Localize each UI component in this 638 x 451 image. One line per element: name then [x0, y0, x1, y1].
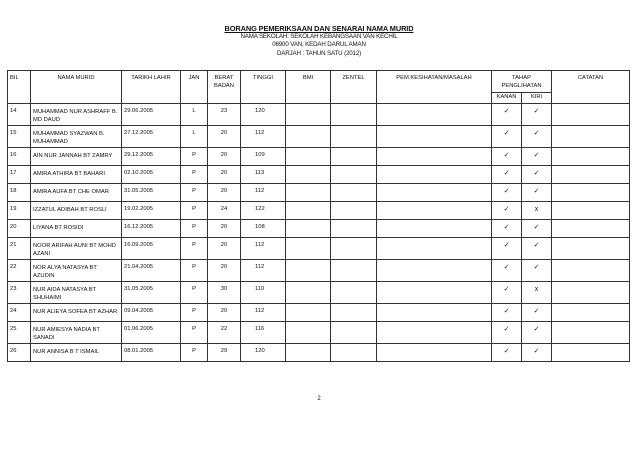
cell-kanan: ✓ [492, 282, 522, 304]
cell-pem-kesihatan [377, 304, 492, 322]
cell-bmi [286, 344, 331, 362]
cell-jantina: P [181, 238, 208, 260]
column-header-bmi: BMI [286, 71, 331, 104]
cell-tarikh-lahir: 29.06.2005 [122, 104, 181, 126]
cell-pem-kesihatan [377, 184, 492, 202]
cell-tinggi: 116 [241, 322, 286, 344]
table-row [8, 322, 630, 344]
cell-nama: NUR AMIESYA NADIA BT SANADI [31, 322, 122, 344]
cell-catatan [552, 104, 630, 126]
table-row [8, 202, 630, 220]
table-row [8, 238, 630, 260]
cell-tarikh-lahir: 09.04.2005 [122, 304, 181, 322]
cell-nama: MUHAMMAD NUR ASHRAFF B. MD DAUD [31, 104, 122, 126]
column-header-tahap: TAHAP PENGLIHATAN [492, 71, 552, 93]
cell-tinggi: 120 [241, 344, 286, 362]
cell-bmi [286, 238, 331, 260]
cell-kiri: ✓ [522, 220, 552, 238]
cell-tarikh-lahir: 16.09.2005 [122, 238, 181, 260]
cell-pem-kesihatan [377, 344, 492, 362]
table-row [8, 304, 630, 322]
cell-jantina: P [181, 260, 208, 282]
cell-kanan: ✓ [492, 202, 522, 220]
cell-tarikh-lahir: 08.01.2005 [122, 344, 181, 362]
cell-jantina: P [181, 304, 208, 322]
cell-kanan: ✓ [492, 260, 522, 282]
cell-nama: NOR ALYA NATASYA BT AZUDIN [31, 260, 122, 282]
cell-kiri: ✓ [522, 104, 552, 126]
cell-tarikh-lahir: 29.12.2005 [122, 148, 181, 166]
cell-zentel [331, 126, 377, 148]
cell-bil: 21 [8, 238, 31, 260]
cell-kiri: ✓ [522, 166, 552, 184]
cell-kanan: ✓ [492, 322, 522, 344]
form-header [0, 24, 638, 58]
cell-berat: 22 [208, 322, 241, 344]
cell-bil: 14 [8, 104, 31, 126]
cell-bmi [286, 322, 331, 344]
cell-pem-kesihatan [377, 322, 492, 344]
cell-jantina: P [181, 202, 208, 220]
cell-zentel [331, 260, 377, 282]
cell-berat: 20 [208, 238, 241, 260]
cell-bil: 25 [8, 322, 31, 344]
cell-tarikh-lahir: 31.05.2005 [122, 184, 181, 202]
cell-bil: 17 [8, 166, 31, 184]
cell-jantina: L [181, 126, 208, 148]
table-row [8, 104, 630, 126]
cell-zentel [331, 220, 377, 238]
cell-tinggi: 112 [241, 126, 286, 148]
cell-berat: 20 [208, 166, 241, 184]
cell-bmi [286, 260, 331, 282]
cell-tarikh-lahir: 02.10.2005 [122, 166, 181, 184]
cell-kiri: ✓ [522, 238, 552, 260]
table-row [8, 220, 630, 238]
cell-bil: 16 [8, 148, 31, 166]
cell-catatan [552, 260, 630, 282]
cell-tinggi: 112 [241, 238, 286, 260]
table-row [8, 126, 630, 148]
column-header-berat: BERAT BADAN [208, 71, 241, 104]
cell-tarikh-lahir: 19.02.2005 [122, 202, 181, 220]
cell-nama: NOOR ARIFAH AUNI BT MOHD AZANI [31, 238, 122, 260]
cell-kiri: x [522, 202, 552, 220]
school-address: 06900 VAN, KEDAH DARUL AMAN [272, 41, 366, 49]
cell-berat: 20 [208, 260, 241, 282]
cell-bmi [286, 282, 331, 304]
cell-berat: 24 [208, 202, 241, 220]
cell-tarikh-lahir: 31.05.2005 [122, 282, 181, 304]
student-table [7, 70, 630, 362]
cell-catatan [552, 126, 630, 148]
cell-catatan [552, 184, 630, 202]
cell-kanan: ✓ [492, 344, 522, 362]
cell-tinggi: 120 [241, 104, 286, 126]
cell-kiri: x [522, 282, 552, 304]
cell-bil: 24 [8, 304, 31, 322]
cell-nama: AMIRA AUFA BT CHE OMAR [31, 184, 122, 202]
cell-tinggi: 112 [241, 260, 286, 282]
cell-catatan [552, 166, 630, 184]
cell-bil: 22 [8, 260, 31, 282]
cell-catatan [552, 148, 630, 166]
cell-zentel [331, 282, 377, 304]
cell-bmi [286, 220, 331, 238]
cell-kiri: ✓ [522, 304, 552, 322]
cell-jantina: P [181, 344, 208, 362]
cell-pem-kesihatan [377, 202, 492, 220]
cell-zentel [331, 322, 377, 344]
cell-zentel [331, 104, 377, 126]
cell-nama: IZZATUL ADIBAH BT ROSLI [31, 202, 122, 220]
cell-kanan: ✓ [492, 220, 522, 238]
cell-kanan: ✓ [492, 184, 522, 202]
cell-pem-kesihatan [377, 148, 492, 166]
page-number: 2 [317, 396, 321, 402]
cell-bil: 19 [8, 202, 31, 220]
table-row [8, 344, 630, 362]
cell-pem-kesihatan [377, 238, 492, 260]
cell-bil: 26 [8, 344, 31, 362]
cell-tarikh-lahir: 01.06.2005 [122, 322, 181, 344]
cell-tinggi: 112 [241, 184, 286, 202]
cell-nama: MUHAMMAD SYAZWAN B. MUHAMMAD [31, 126, 122, 148]
form-title: BORANG PEMERIKSAAN DAN SENARAI NAMA MURID [224, 24, 414, 33]
cell-nama: AIN NUR JANNAH BT ZAMRY [31, 148, 122, 166]
cell-jantina: L [181, 104, 208, 126]
cell-jantina: P [181, 220, 208, 238]
table-row [8, 166, 630, 184]
column-header-pem: PEM.KESIHATAN/MASALAH [377, 71, 492, 104]
column-header-kiri: KIRI [522, 93, 552, 104]
cell-tarikh-lahir: 21.04.2005 [122, 260, 181, 282]
cell-zentel [331, 344, 377, 362]
cell-tinggi: 122 [241, 202, 286, 220]
cell-berat: 20 [208, 220, 241, 238]
column-header-kanan: KANAN [492, 93, 522, 104]
cell-nama: LIYANA BT ROSIDI [31, 220, 122, 238]
cell-catatan [552, 202, 630, 220]
cell-bil: 15 [8, 126, 31, 148]
cell-nama: NUR ALIEYA SOFEA BT AZHAR [31, 304, 122, 322]
table-row [8, 260, 630, 282]
cell-berat: 23 [208, 104, 241, 126]
school-name: NAMA SEKOLAH: SEKOLAH KEBANGSAAN VAN KECHIL [240, 33, 398, 40]
cell-pem-kesihatan [377, 282, 492, 304]
cell-kiri: ✓ [522, 344, 552, 362]
column-header-nama: NAMA MURID [31, 71, 122, 104]
cell-pem-kesihatan [377, 220, 492, 238]
cell-berat: 29 [208, 344, 241, 362]
cell-berat: 20 [208, 184, 241, 202]
cell-pem-kesihatan [377, 166, 492, 184]
cell-berat: 20 [208, 304, 241, 322]
cell-kanan: ✓ [492, 166, 522, 184]
cell-bmi [286, 202, 331, 220]
cell-kiri: ✓ [522, 322, 552, 344]
cell-berat: 30 [208, 282, 241, 304]
column-header-tinggi: TINGGI [241, 71, 286, 104]
cell-kanan: ✓ [492, 304, 522, 322]
cell-bmi [286, 304, 331, 322]
cell-catatan [552, 282, 630, 304]
column-header-bil: BIL [8, 71, 31, 104]
cell-tarikh-lahir: 27.12.2005 [122, 126, 181, 148]
cell-zentel [331, 304, 377, 322]
cell-bmi [286, 126, 331, 148]
class-label: DARJAH : TAHUN SATU (2012) [276, 49, 362, 57]
cell-tinggi: 109 [241, 148, 286, 166]
cell-kiri: ✓ [522, 148, 552, 166]
cell-jantina: P [181, 282, 208, 304]
cell-kanan: ✓ [492, 148, 522, 166]
cell-zentel [331, 238, 377, 260]
cell-tarikh-lahir: 16.12.2005 [122, 220, 181, 238]
cell-catatan [552, 344, 630, 362]
cell-jantina: P [181, 166, 208, 184]
cell-kiri: ✓ [522, 184, 552, 202]
cell-catatan [552, 304, 630, 322]
cell-tinggi: 113 [241, 166, 286, 184]
table-row [8, 184, 630, 202]
table-row [8, 282, 630, 304]
cell-kanan: ✓ [492, 238, 522, 260]
cell-pem-kesihatan [377, 104, 492, 126]
cell-berat: 20 [208, 148, 241, 166]
cell-bil: 20 [8, 220, 31, 238]
cell-tinggi: 110 [241, 282, 286, 304]
column-header-tarikh: TARIKH LAHIR [122, 71, 181, 104]
cell-zentel [331, 166, 377, 184]
cell-jantina: P [181, 322, 208, 344]
cell-bmi [286, 104, 331, 126]
cell-bmi [286, 184, 331, 202]
column-header-zentel: ZENTEL [331, 71, 377, 104]
cell-tinggi: 112 [241, 304, 286, 322]
cell-bil: 23 [8, 282, 31, 304]
cell-catatan [552, 322, 630, 344]
cell-kiri: ✓ [522, 126, 552, 148]
table-header [8, 71, 630, 104]
cell-kiri: ✓ [522, 260, 552, 282]
cell-bmi [286, 166, 331, 184]
cell-bmi [286, 148, 331, 166]
cell-catatan [552, 238, 630, 260]
cell-nama: NUR AIDA NATASYA BT SHUHAIMI [31, 282, 122, 304]
cell-tinggi: 108 [241, 220, 286, 238]
cell-zentel [331, 184, 377, 202]
cell-berat: 20 [208, 126, 241, 148]
cell-kanan: ✓ [492, 104, 522, 126]
column-header-catatan: CATATAN [552, 71, 630, 104]
cell-jantina: P [181, 184, 208, 202]
cell-catatan [552, 220, 630, 238]
cell-pem-kesihatan [377, 126, 492, 148]
cell-zentel [331, 202, 377, 220]
cell-kanan: ✓ [492, 126, 522, 148]
cell-bil: 18 [8, 184, 31, 202]
table-row [8, 148, 630, 166]
cell-pem-kesihatan [377, 260, 492, 282]
cell-nama: AMIRA ATHIRA BT BAHARI [31, 166, 122, 184]
column-header-jan: JAN [181, 71, 208, 104]
cell-jantina: P [181, 148, 208, 166]
cell-nama: NUR ANNISA B T ISMAIL [31, 344, 122, 362]
cell-zentel [331, 148, 377, 166]
table-body [8, 104, 630, 362]
